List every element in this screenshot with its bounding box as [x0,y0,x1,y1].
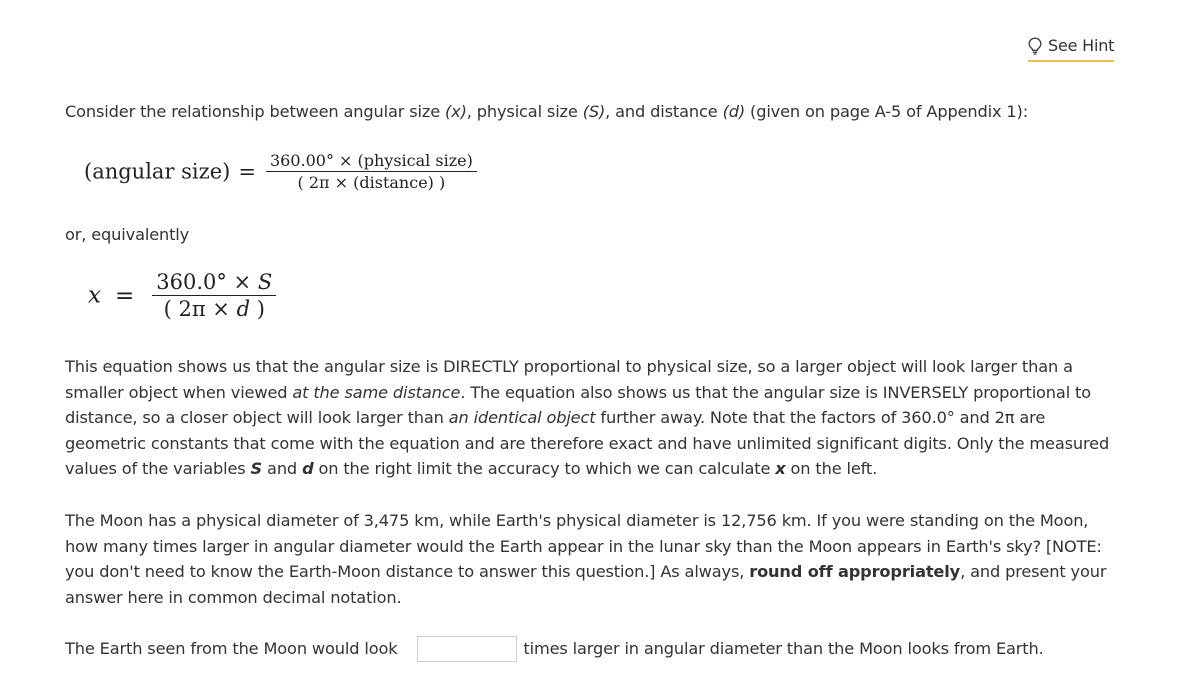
answer-suffix-text: times larger in angular diameter than the Moon looks from Earth. [523,639,1044,658]
denominator-paren: ) [250,297,265,321]
physical-size-variable: (S) [582,102,606,121]
see-hint-button[interactable] [1028,36,1114,62]
explanation-text: further away. Note that the factors of 360.0° and 2π are geometric constants that come with the equation and are therefore exact and have unlimited significant digits. Only the measured values of the variables [65,408,1110,478]
intro-text: Consider the relationship between angular size [65,102,445,121]
angular-size-variable: (x) [445,102,467,121]
numerator-constant: 360.0° × [156,270,258,294]
question-text: The Moon has a physical diameter of 3,475 km, while Earth's physical diameter is 12,756 km. If you were standing on the Moon, how many times larger in angular diameter would the Earth appear in the lunar sky than the Moon appears in Earth's sky? [NOTE: you don't need to know the Earth-Moon distance to answer this question.] As always, [65,511,1102,581]
equation-fraction [152,270,276,321]
question-text: , and present your answer here in common decimal notation. [65,562,1107,607]
intro-text: , and distance [605,102,723,121]
equation-fraction [266,151,477,192]
fraction-numerator [152,270,276,296]
answer-row [65,636,1120,663]
equals-sign: = [238,159,256,184]
explanation-paragraph [65,354,1120,482]
angular-size-variable: x [775,459,786,478]
equation-lhs: x [88,282,101,309]
angular-size-equation-words [84,151,477,192]
intro-text: , physical size [466,102,583,121]
see-hint-label: See Hint [1048,36,1115,55]
rounding-instruction: round off appropriately [749,562,961,581]
explanation-text: on the right limit the accuracy to which we can calculate [313,459,776,478]
denominator-constant: ( 2π × [163,297,237,321]
equation-lhs: (angular size) [84,159,231,184]
lightbulb-icon [1028,37,1042,55]
intro-text: (given on page A-5 of Appendix 1): [745,102,1029,121]
answer-prefix-text: The Earth seen from the Moon would look [65,639,398,658]
distance-variable: d [302,459,314,478]
fraction-denominator [160,296,269,321]
explanation-text: . The equation also shows us that the angular size is INVERSELY proportional to distance, so a closer object will look larger than [65,382,1091,427]
fraction-denominator: ( 2π × (distance) ) [297,173,446,192]
emphasis-text: at the same distance [292,382,461,402]
angular-size-equation-symbols [88,270,276,321]
explanation-text: and [262,459,303,478]
explanation-text: This equation shows us that the angular size is DIRECTLY proportional to physical size, so a larger object will look larger than a smaller object when viewed [65,357,1073,402]
explanation-text: on the left. [785,459,878,478]
intro-paragraph [65,99,1120,125]
question-paragraph [65,508,1120,610]
emphasis-text: an identical object [448,408,596,427]
physical-size-variable: S [250,459,263,478]
equals-sign: = [114,282,135,309]
answer-input[interactable] [417,636,517,662]
denominator-variable: d [236,297,251,321]
fraction-numerator: 360.00° × (physical size) [266,151,477,172]
distance-variable: (d) [722,102,746,121]
numerator-variable: S [257,270,273,294]
equivalently-text: or, equivalently [65,225,190,244]
